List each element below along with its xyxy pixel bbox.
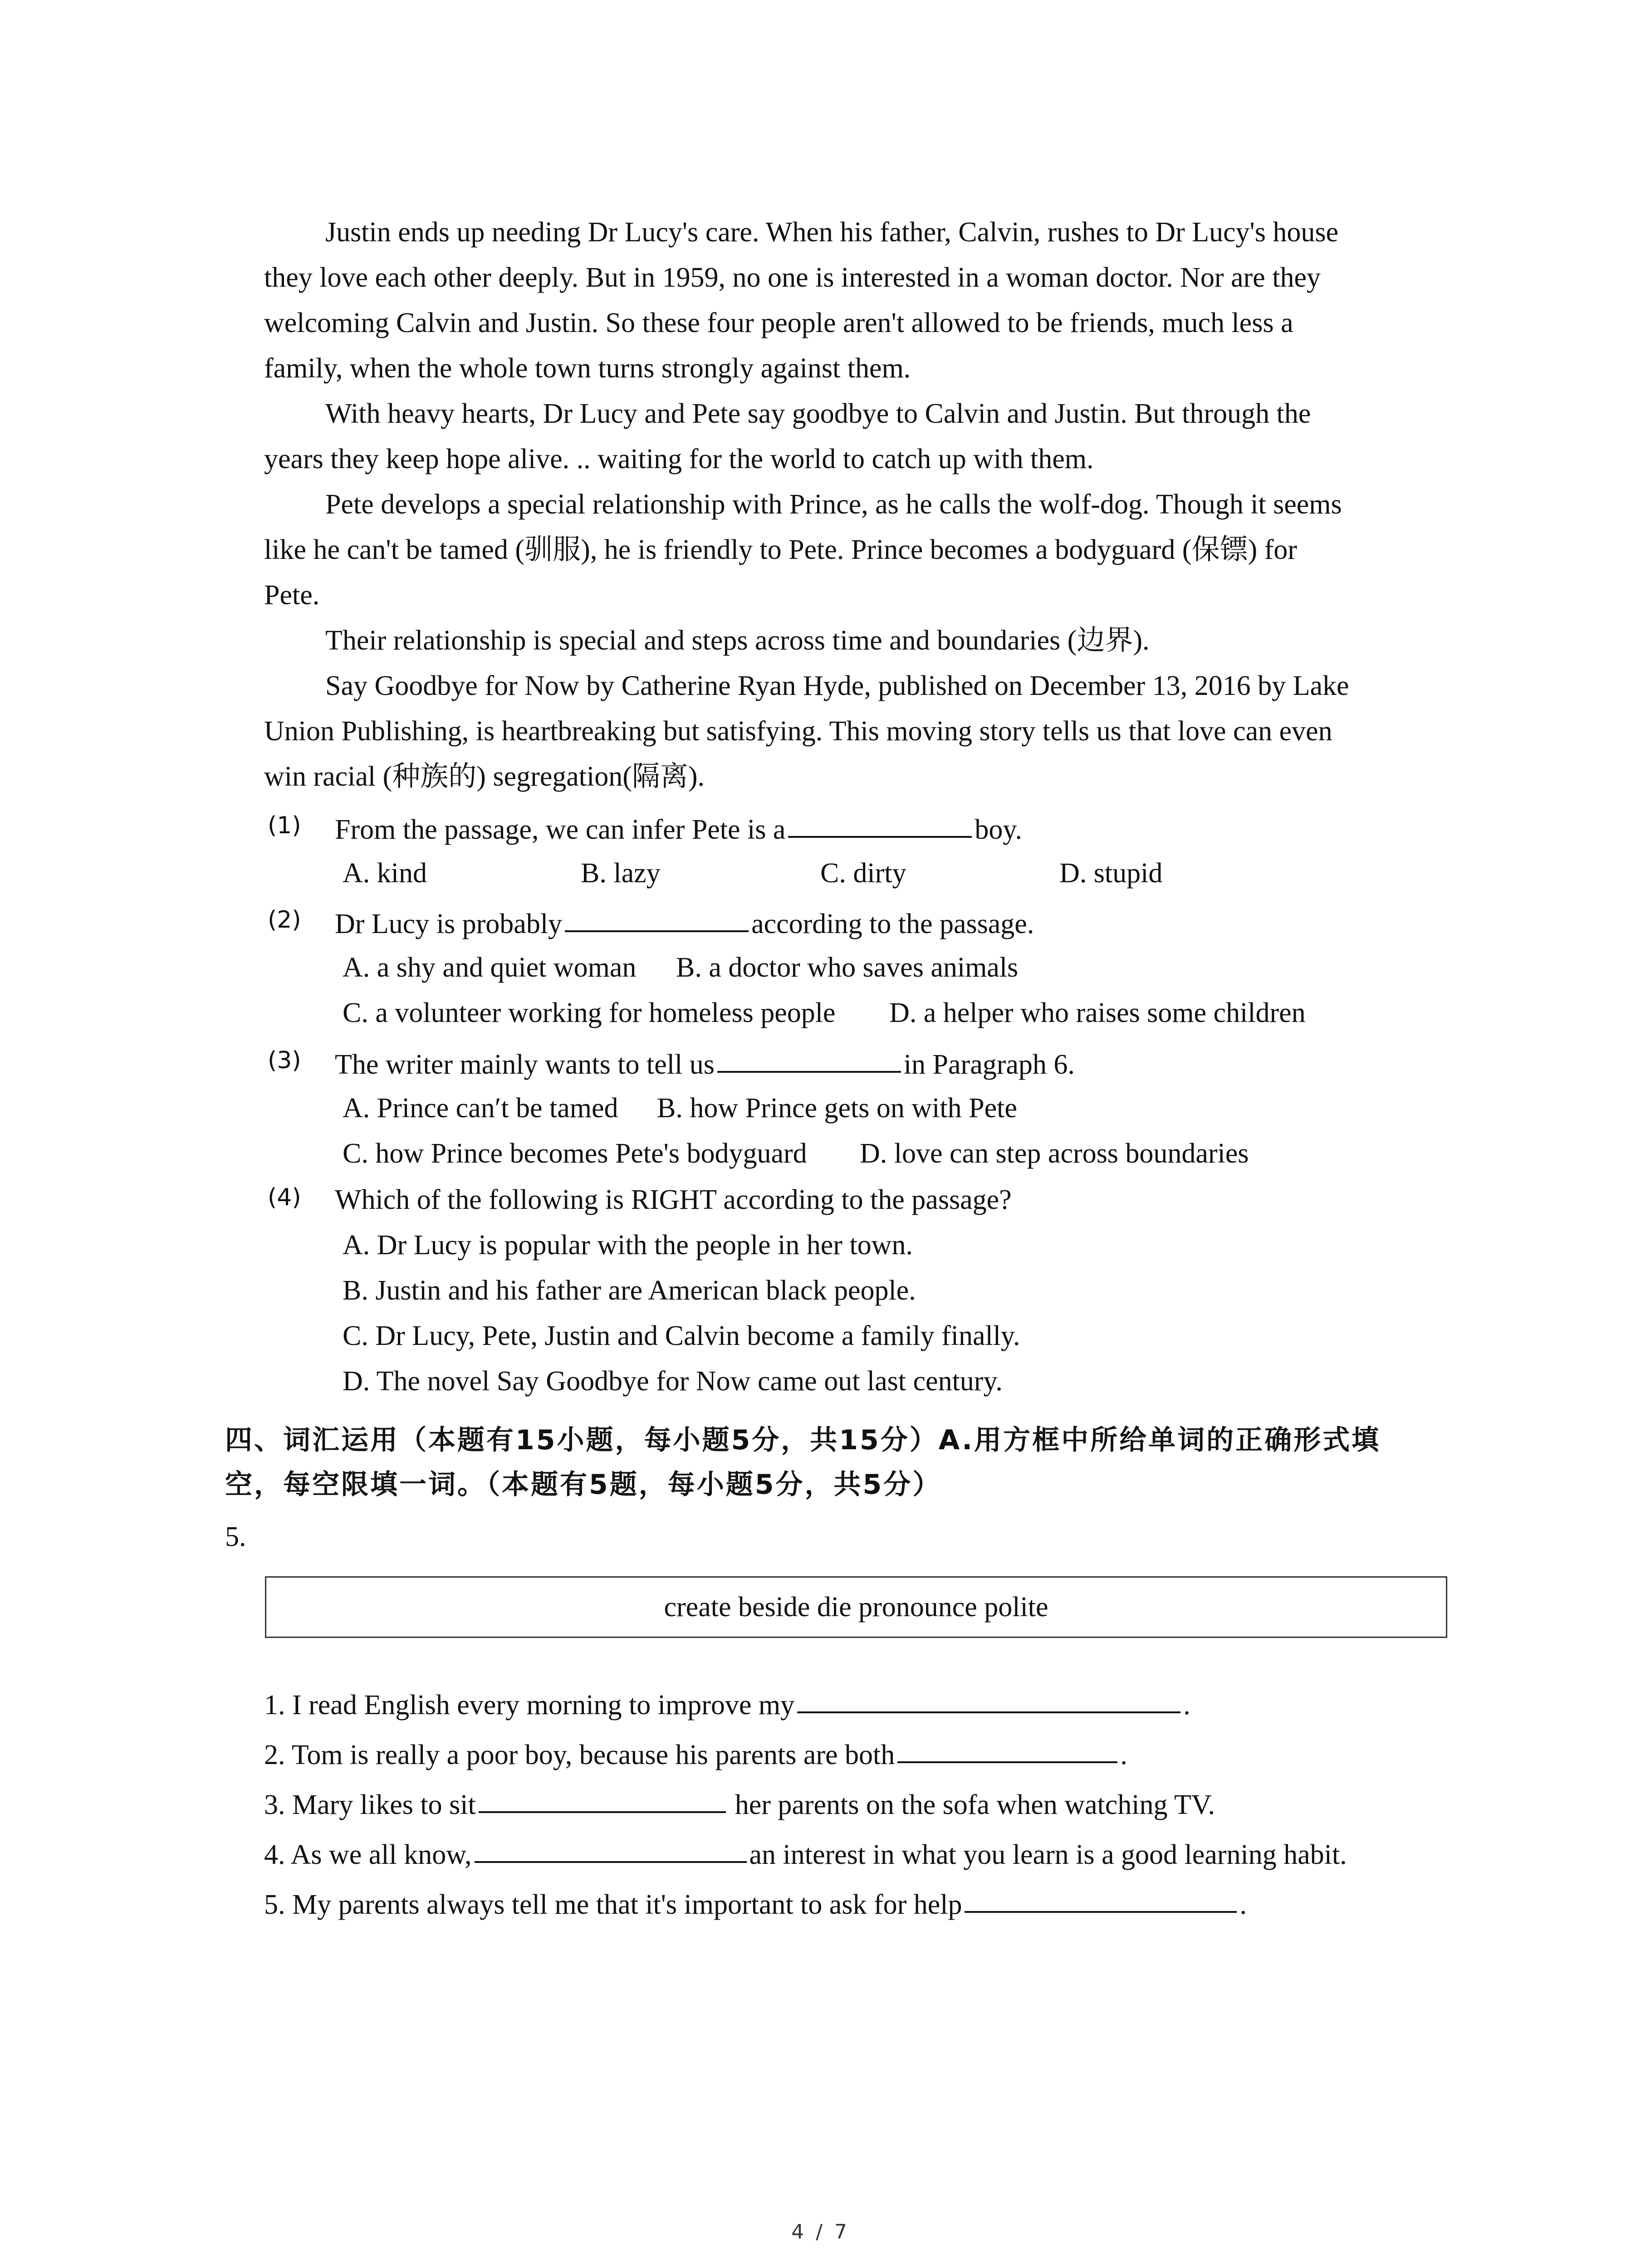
question-stem-end: boy.: [975, 814, 1022, 845]
option-b[interactable]: B. Justin and his father are American black people.: [343, 1275, 916, 1306]
passage-line: Their relationship is special and steps across time and boundaries (边界).: [325, 625, 1150, 656]
option-b[interactable]: B. how Prince gets on with Pete: [657, 1093, 1017, 1124]
passage-line: welcoming Calvin and Justin. So these four people aren't allowed to be friends, much less a: [264, 308, 1293, 338]
option-d[interactable]: D. stupid: [1059, 858, 1163, 889]
passage-line: family, when the whole town turns strongly against them.: [264, 353, 911, 384]
fill-item-text: 5. My parents always tell me that it's important to ask for help: [264, 1889, 962, 1920]
fill-item: [264, 1681, 1437, 1728]
question-text: [335, 899, 1034, 947]
word-box: create beside die pronounce polite: [265, 1576, 1447, 1638]
passage-line: they love each other deeply. But in 1959, no one is interested in a woman doctor. Nor are they: [264, 262, 1321, 293]
option-c[interactable]: C. a volunteer working for homeless people: [343, 997, 836, 1028]
fill-item-end: .: [1183, 1690, 1190, 1721]
option-b[interactable]: B. lazy: [581, 858, 661, 889]
passage-line: Pete develops a special relationship with Prince, as he calls the wolf-dog. Though it seems: [325, 489, 1342, 520]
fill-item-end: her parents on the sofa when watching TV.: [735, 1789, 1215, 1820]
option-c[interactable]: C. dirty: [820, 858, 906, 889]
page-number: 4 / 7: [791, 2220, 850, 2244]
fill-item-text: 2. Tom is really a poor boy, because his parents are both: [264, 1740, 895, 1770]
answer-blank[interactable]: [565, 899, 749, 932]
option-d[interactable]: D. The novel Say Goodbye for Now came out last century.: [343, 1366, 1003, 1397]
option-a[interactable]: A. a shy and quiet woman: [343, 952, 637, 983]
option-d[interactable]: D. a helper who raises some children: [889, 997, 1306, 1028]
option-a[interactable]: A. Prince can′t be tamed: [343, 1093, 618, 1124]
passage-line: years they keep hope alive. .. waiting for the world to catch up with them.: [264, 444, 1094, 474]
answer-blank[interactable]: [717, 1039, 901, 1073]
question-number: (1): [268, 812, 301, 839]
fill-item-text: 4. As we all know,: [264, 1839, 472, 1870]
passage-line: Union Publishing, is heartbreaking but satisfying. This moving story tells us that love can even: [264, 716, 1332, 747]
section-heading-line: 四、词汇运用（本题有15小题，每小题5分，共15分）A.用方框中所给单词的正确形式填: [225, 1424, 1381, 1456]
passage-line: Say Goodbye for Now by Catherine Ryan Hyde, published on December 13, 2016 by Lake: [325, 670, 1349, 701]
answer-blank[interactable]: [788, 804, 972, 838]
item-number: 5.: [225, 1521, 246, 1552]
question-number: (2): [268, 906, 301, 934]
question-stem: Dr Lucy is probably: [335, 909, 563, 939]
question-text: [335, 1040, 1075, 1087]
fill-item: [264, 1730, 1437, 1778]
fill-item-text: 3. Mary likes to sit: [264, 1789, 476, 1820]
question-stem: The writer mainly wants to tell us: [335, 1049, 715, 1080]
option-c[interactable]: C. how Prince becomes Pete's bodyguard: [343, 1138, 807, 1169]
option-c[interactable]: C. Dr Lucy, Pete, Justin and Calvin become a family finally.: [343, 1320, 1020, 1351]
fill-item-end: .: [1120, 1740, 1127, 1770]
passage-line: Justin ends up needing Dr Lucy's care. When his father, Calvin, rushes to Dr Lucy's house: [325, 217, 1338, 248]
answer-blank[interactable]: [475, 1829, 747, 1863]
answer-blank[interactable]: [965, 1879, 1237, 1913]
question-number: (4): [268, 1184, 301, 1211]
option-b[interactable]: B. a doctor who saves animals: [676, 952, 1019, 983]
option-d[interactable]: D. love can step across boundaries: [860, 1138, 1249, 1169]
question-number: (3): [268, 1047, 301, 1074]
question-stem-end: in Paragraph 6.: [903, 1049, 1075, 1080]
question-text: Which of the following is RIGHT according to the passage?: [335, 1184, 1012, 1215]
option-a[interactable]: A. kind: [343, 858, 427, 889]
passage-line: Pete.: [264, 580, 320, 611]
fill-item-end: .: [1239, 1889, 1247, 1920]
fill-item-text: 1. I read English every morning to improve my: [264, 1690, 795, 1721]
section-heading-line: 空，每空限填一词。（本题有5题，每小题5分，共5分）: [225, 1469, 942, 1501]
fill-item: [264, 1880, 1437, 1927]
passage-line: win racial (种族的) segregation(隔离).: [264, 761, 705, 792]
passage-line: like he can't be tamed (驯服), he is friendly to Pete. Prince becomes a bodyguard (保镖) for: [264, 534, 1297, 565]
fill-item: [264, 1780, 1437, 1828]
question-text: [335, 805, 1022, 852]
answer-blank[interactable]: [797, 1680, 1181, 1713]
option-a[interactable]: A. Dr Lucy is popular with the people in her town.: [343, 1230, 913, 1261]
answer-blank[interactable]: [897, 1730, 1117, 1763]
passage-line: With heavy hearts, Dr Lucy and Pete say goodbye to Calvin and Justin. But through the: [325, 398, 1311, 429]
fill-item-end: an interest in what you learn is a good learning habit.: [749, 1839, 1347, 1870]
question-stem-end: according to the passage.: [751, 909, 1034, 939]
fill-item: [264, 1830, 1437, 1877]
question-stem: From the passage, we can infer Pete is a: [335, 814, 786, 845]
answer-blank[interactable]: [479, 1779, 726, 1813]
